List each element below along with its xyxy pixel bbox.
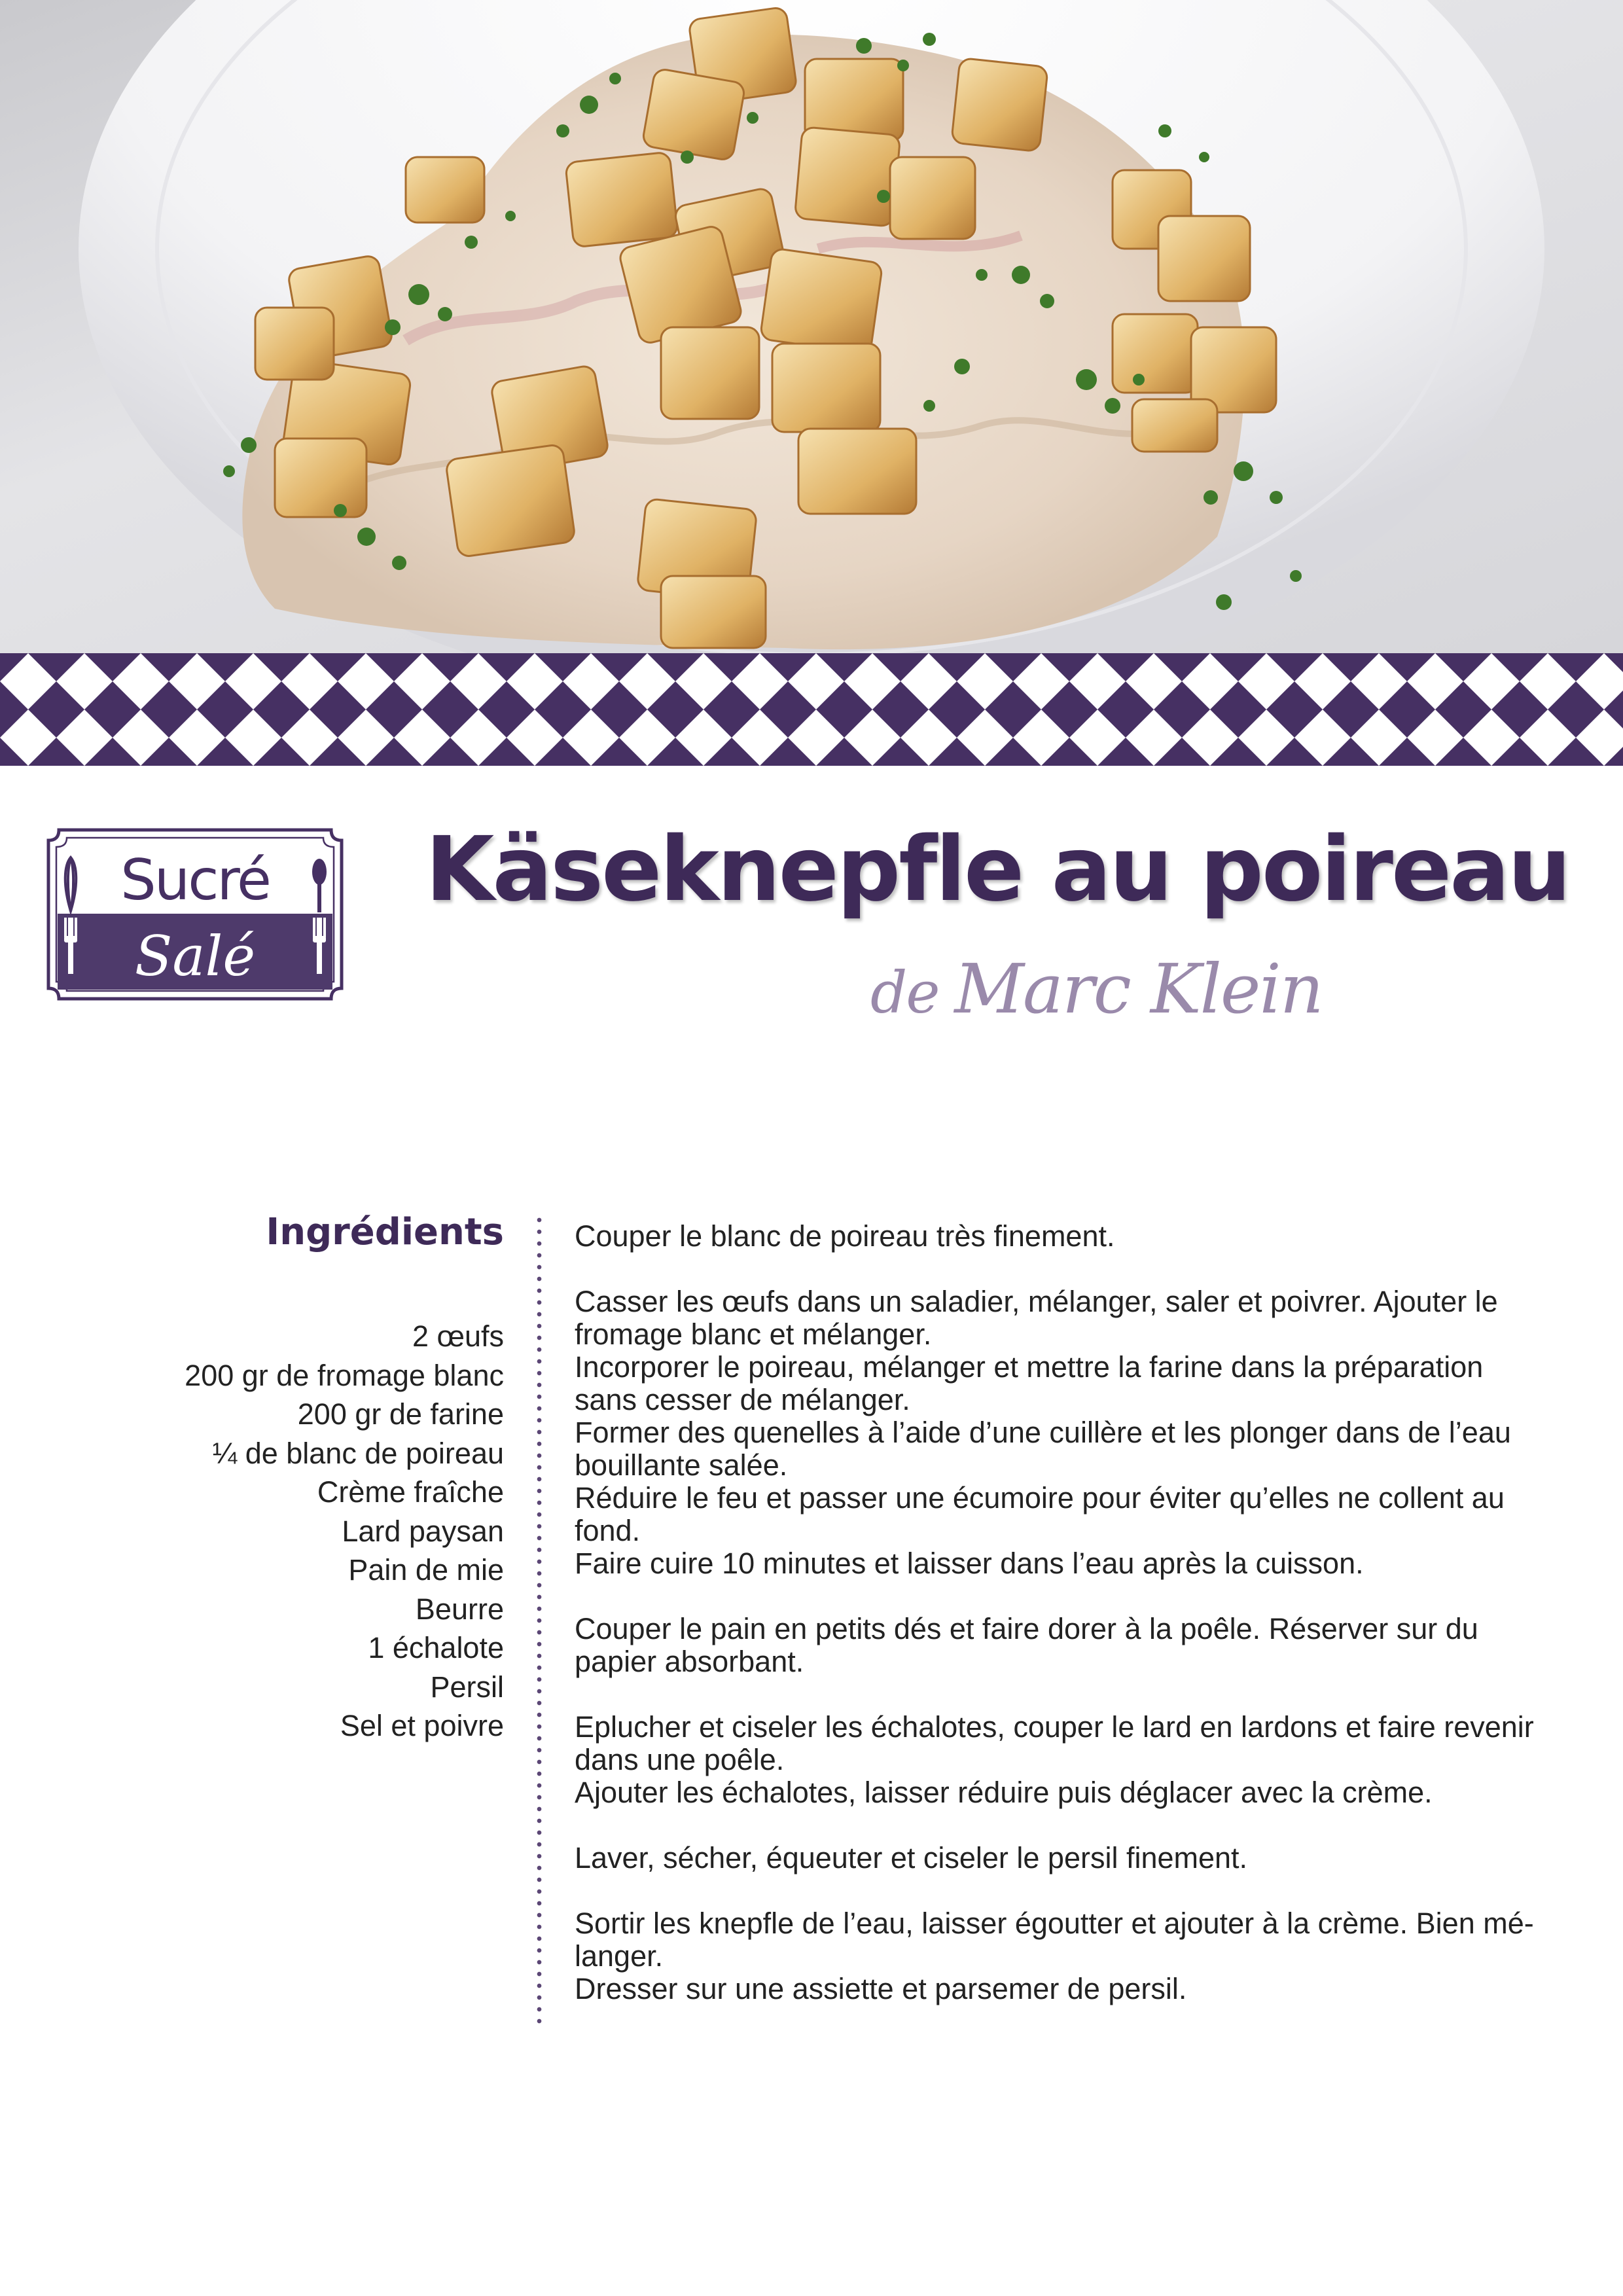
dish-photo [0,0,1623,655]
preparation-steps [575,1220,1582,2005]
step-line: sans cesser de mélanger. [575,1383,910,1416]
author-name: Marc Klein [954,949,1323,1029]
step-line: papier absorbant. [575,1645,804,1678]
step-line: Couper le pain en petits dés et faire dorer à la poêle. Réserver sur du [575,1612,1478,1645]
dish-illustration [0,0,1623,655]
step-line: Couper le blanc de poireau très finement. [575,1219,1115,1253]
step-line: dans une poêle. [575,1743,785,1776]
dotted-divider [537,1214,542,2026]
step-line: langer. [575,1939,664,1973]
author-prefix: de [870,959,939,1026]
ingredients-list [118,1317,504,1746]
step-line: bouillante salée. [575,1448,788,1482]
ingredient-item: 200 gr de farine [297,1397,504,1431]
step-line: Eplucher et ciseler les échalotes, couper le lard en lardons et faire revenir [575,1710,1534,1744]
recipe-author [870,949,1459,1029]
ingredient-item: 2 œufs [412,1319,504,1353]
ingredient-item: Pain de mie [348,1553,504,1587]
logo-bottom-word: Salé [134,924,256,988]
logo-top-word: Sucré [120,848,270,913]
step-line: Casser les œufs dans un saladier, mélanger, saler et poivrer. Ajouter le [575,1285,1498,1318]
step-line: Faire cuire 10 minutes et laisser dans l’eau après la cuisson. [575,1547,1364,1580]
step-line: Dresser sur une assiette et parsemer de persil. [575,1972,1187,2005]
recipe-title: Käseknepfle au poireau [425,818,1569,922]
ingredients-heading: Ingrédients [266,1211,504,1253]
step-line: fond. [575,1514,641,1547]
ingredient-item: Persil [430,1670,504,1704]
step-line: Incorporer le poireau, mélanger et mettre la farine dans la préparation [575,1350,1484,1384]
logo-frame [45,826,346,1003]
step-line: Sortir les knepfle de l’eau, laisser égoutter et ajouter à la crème. Bien mé- [575,1907,1534,1940]
step-line: fromage blanc et mélanger. [575,1318,932,1351]
ingredient-item: Crème fraîche [317,1475,504,1509]
checker-border [0,653,1623,766]
step-line: Laver, sécher, équeuter et ciseler le persil finement. [575,1841,1248,1874]
checker-pattern [0,653,1623,766]
step-line: Ajouter les échalotes, laisser réduire puis déglacer avec la crème. [575,1776,1433,1809]
ingredient-item: Sel et poivre [340,1709,504,1742]
ingredient-item: 1 échalote [368,1631,504,1664]
ingredient-item: 200 gr de fromage blanc [185,1358,504,1392]
ingredient-item: Lard paysan [342,1514,504,1548]
ingredient-item: ¼ de blanc de poireau [212,1436,504,1470]
sucre-sale-logo [45,826,346,1003]
step-line: Former des quenelles à l’aide d’une cuillère et les plonger dans de l’eau [575,1416,1511,1449]
ingredient-item: Beurre [415,1592,504,1626]
step-line: Réduire le feu et passer une écumoire pour éviter qu’elles ne collent au [575,1481,1505,1515]
